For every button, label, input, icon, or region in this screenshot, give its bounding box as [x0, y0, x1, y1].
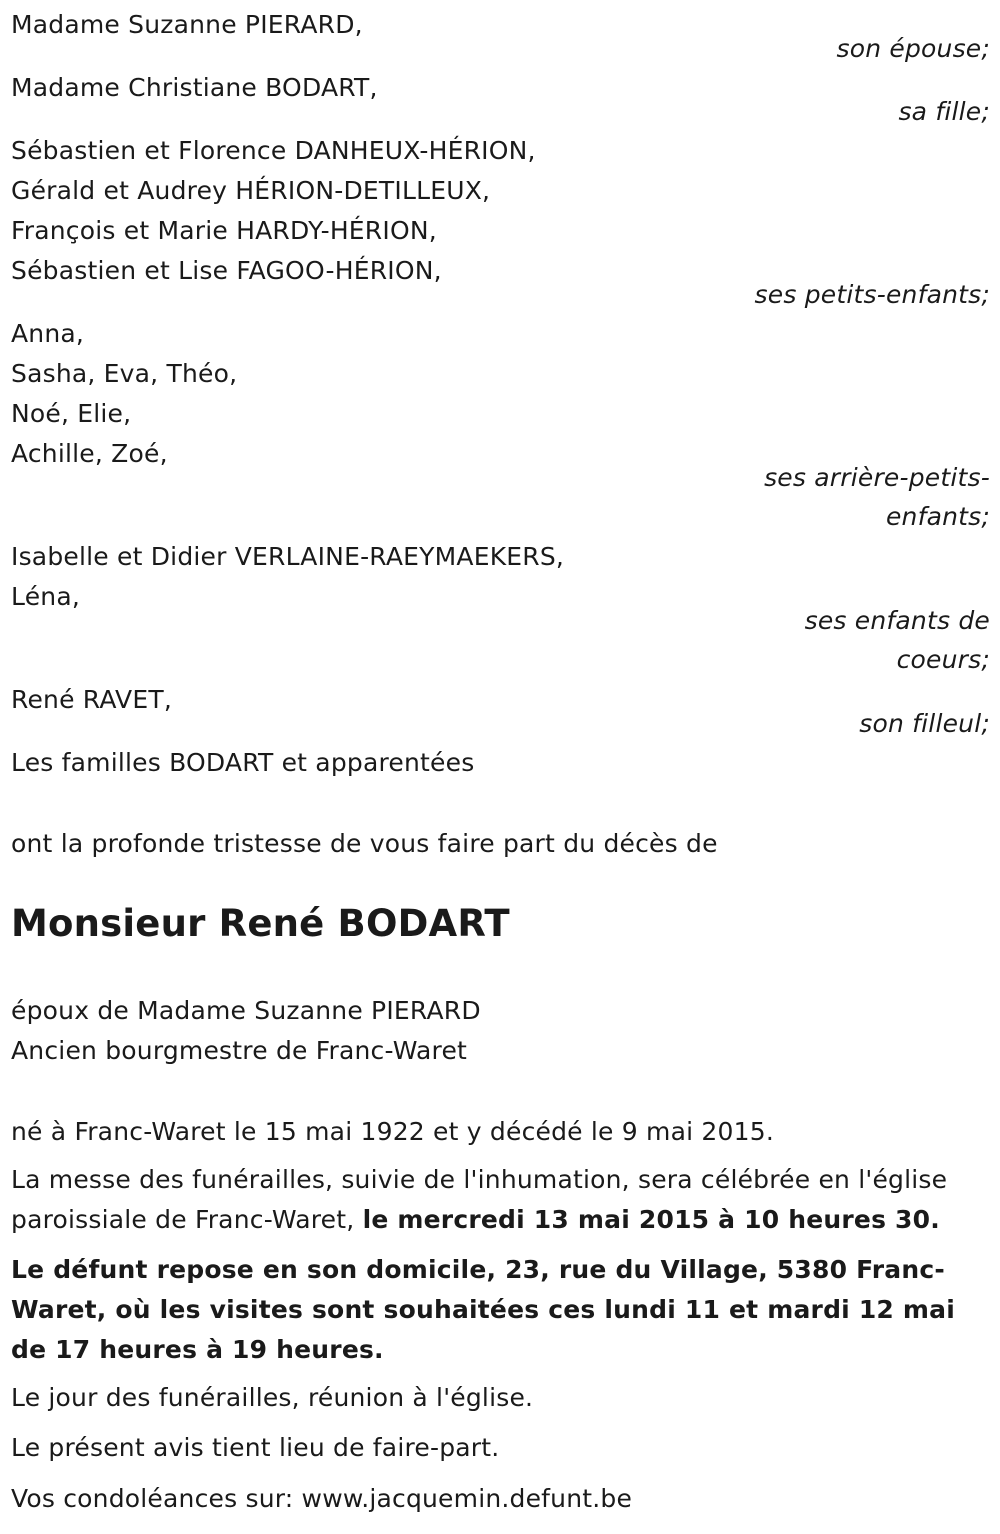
notice-line: Le présent avis tient lieu de faire-part.: [11, 1433, 500, 1462]
spouse-role: son épouse;: [836, 34, 990, 63]
mass-paragraph: [11, 1160, 996, 1240]
spouse-name: Madame Suzanne PIERARD,: [11, 10, 363, 39]
great-grandchild-3: Noé, Elie,: [11, 399, 132, 428]
rests-paragraph: Le défunt repose en son domicile, 23, rue du Village, 5380 Franc-Waret, où les visites sont souhaitées ces lundi 11 et mardi 12 mai de 17 heures à 19 heures.: [11, 1255, 956, 1364]
grandchild-2: Gérald et Audrey HÉRION-DETILLEUX,: [11, 176, 491, 205]
former-role-line: Ancien bourgmestre de Franc-Waret: [11, 1036, 468, 1065]
great-grandchild-1: Anna,: [11, 319, 85, 348]
heart-child-2: Léna,: [11, 582, 80, 611]
birth-death-line: né à Franc-Waret le 15 mai 1922 et y décédé le 9 mai 2015.: [11, 1117, 774, 1146]
grandchildren-role: ses petits-enfants;: [754, 280, 990, 309]
intro-line: ont la profonde tristesse de vous faire part du décès de: [11, 829, 718, 858]
families-line: Les familles BODART et apparentées: [11, 748, 475, 777]
daughter-name: Madame Christiane BODART,: [11, 73, 378, 102]
deceased-name: Monsieur René BODART: [11, 902, 510, 945]
grandchild-4: Sébastien et Lise FAGOO-HÉRION,: [11, 256, 442, 285]
mass-text: La messe des funérailles, suivie de l'inhumation, sera célébrée en l'église paroissiale de Franc-Waret,: [11, 1165, 948, 1234]
godson-role: son filleul;: [859, 709, 990, 738]
great-grandchildren-role-line1: ses arrière-petits-: [764, 463, 990, 492]
heart-child-1: Isabelle et Didier VERLAINE-RAEYMAEKERS,: [11, 542, 565, 571]
spouse-of-line: époux de Madame Suzanne PIERARD: [11, 996, 481, 1025]
daughter-role: sa fille;: [898, 97, 990, 126]
great-grandchild-2: Sasha, Eva, Théo,: [11, 359, 238, 388]
grandchild-1: Sébastien et Florence DANHEUX-HÉRION,: [11, 136, 536, 165]
meeting-line: Le jour des funérailles, réunion à l'église.: [11, 1383, 534, 1412]
mass-date: le mercredi 13 mai 2015 à 10 heures 30.: [362, 1205, 940, 1234]
heart-children-role-line1: ses enfants de: [804, 606, 990, 635]
great-grandchildren-role-line2: enfants;: [885, 502, 990, 531]
condolences-line: Vos condoléances sur: www.jacquemin.defunt.be: [11, 1484, 633, 1513]
godson-name: René RAVET,: [11, 685, 172, 714]
heart-children-role-line2: coeurs;: [896, 645, 990, 674]
grandchild-3: François et Marie HARDY-HÉRION,: [11, 216, 437, 245]
great-grandchild-4: Achille, Zoé,: [11, 439, 168, 468]
